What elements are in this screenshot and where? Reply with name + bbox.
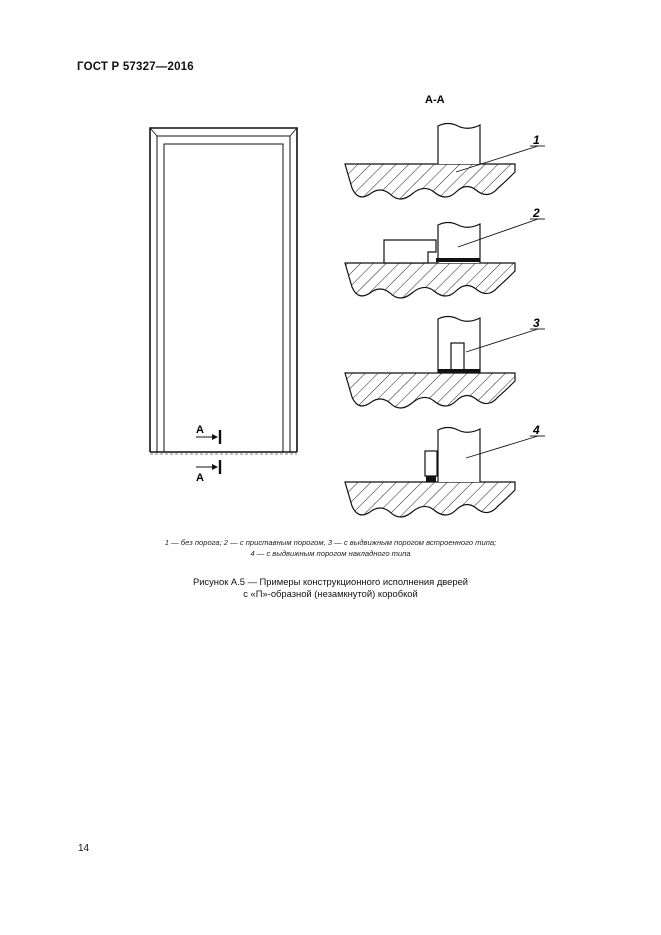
section-letter-bottom: А [196, 472, 204, 484]
legend-line-1: 1 — без порога; 2 — с приставным порогом, 3 — с выдвижным порогом встроенного типа; [164, 538, 497, 547]
callout-3: 3 [533, 316, 540, 330]
detail-1-no-threshold [345, 124, 545, 200]
callout-2: 2 [533, 206, 540, 220]
callout-1: 1 [533, 133, 540, 147]
door-frame-elevation [150, 128, 297, 454]
callout-4: 4 [533, 423, 540, 437]
detail-4-overlay-threshold [345, 423, 545, 517]
figure-caption [0, 576, 661, 600]
section-title: А-А [425, 94, 445, 106]
section-mark-bottom [196, 460, 220, 484]
legend-line-2: 4 — с выдвижным порогом накладного типа [250, 548, 411, 558]
section-mark-top [196, 424, 220, 444]
page-number: 14 [78, 843, 90, 854]
caption-line-2: с «П»-образной (незамкнутой) коробкой [243, 588, 418, 599]
caption-line-1: Рисунок А.5 — Примеры конструкционного исполнения дверей [192, 576, 469, 587]
detail-2-attached-threshold [345, 206, 545, 298]
document-header: ГОСТ Р 57327—2016 [77, 61, 194, 73]
detail-3-built-in-threshold [345, 316, 545, 408]
section-letter-top: А [196, 424, 204, 436]
figure-legend [0, 538, 661, 559]
